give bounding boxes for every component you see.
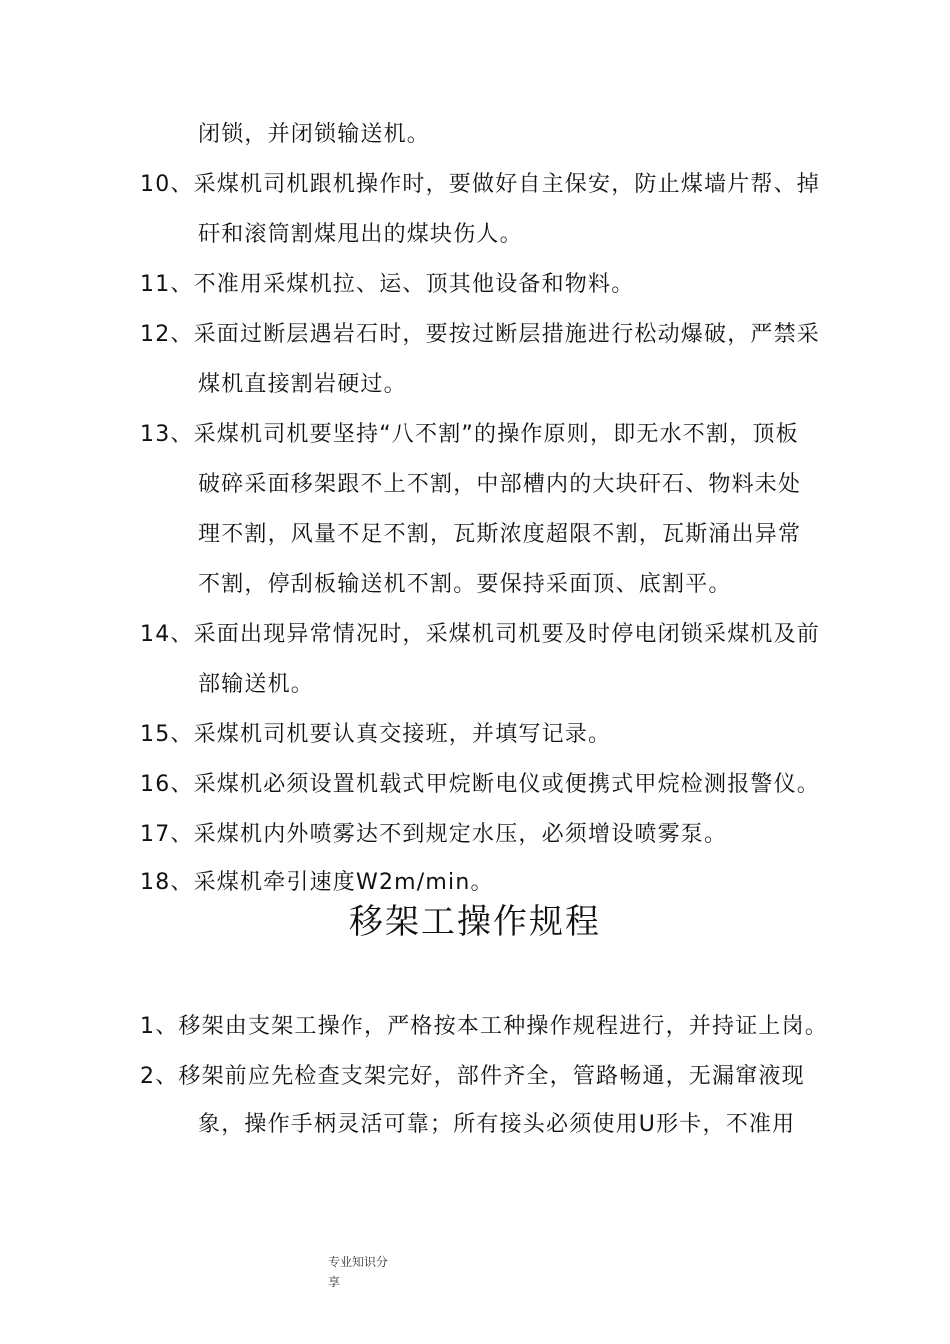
text-line: 部输送机。	[198, 672, 315, 697]
text-line: 14、采面出现异常情况时，采煤机司机要及时停电闭锁采煤机及前	[140, 622, 820, 647]
text-line: 10、采煤机司机跟机操作时，要做好自主保安，防止煤墙片帮、掉	[140, 172, 820, 197]
text-line: 1、移架由支架工操作，严格按本工种操作规程进行，并持证上岗。	[140, 1014, 828, 1039]
text-line: 不割，停刮板输送机不割。要保持采面顶、底割平。	[198, 572, 732, 597]
text-line: 煤机直接割岩硬过。	[198, 372, 407, 397]
text-line: 2、移架前应先检查支架完好，部件齐全，管路畅通，无漏窜液现	[140, 1064, 805, 1089]
footer-note: 专业知识分享	[328, 1255, 389, 1289]
text-line: 12、采面过断层遇岩石时，要按过断层措施进行松动爆破，严禁采	[140, 322, 820, 347]
text-line: 矸和滚筒割煤甩出的煤块伤人。	[198, 222, 523, 247]
text-line: 18、采煤机牵引速度W2m/min。	[140, 870, 494, 895]
text-line: 15、采煤机司机要认真交接班，并填写记录。	[140, 722, 612, 747]
text-line: 17、采煤机内外喷雾达不到规定水压，必须增设喷雾泵。	[140, 822, 728, 847]
section-title: 移架工操作规程	[349, 902, 601, 942]
text-line: 闭锁，并闭锁输送机。	[198, 122, 431, 147]
text-line: 象，操作手柄灵活可靠；所有接头必须使用U形卡，不准用	[198, 1112, 796, 1137]
text-line: 理不割，风量不足不割，瓦斯浓度超限不割，瓦斯涌出异常	[198, 522, 802, 547]
text-line: 13、采煤机司机要坚持“八不割”的操作原则，即无水不割，顶板	[140, 422, 799, 447]
text-line: 16、采煤机必须设置机载式甲烷断电仪或便携式甲烷检测报警仪。	[140, 772, 820, 797]
text-line: 11、不准用采煤机拉、运、顶其他设备和物料。	[140, 272, 635, 297]
text-line: 破碎采面移架跟不上不割，中部槽内的大块矸石、物料未处	[198, 472, 802, 497]
